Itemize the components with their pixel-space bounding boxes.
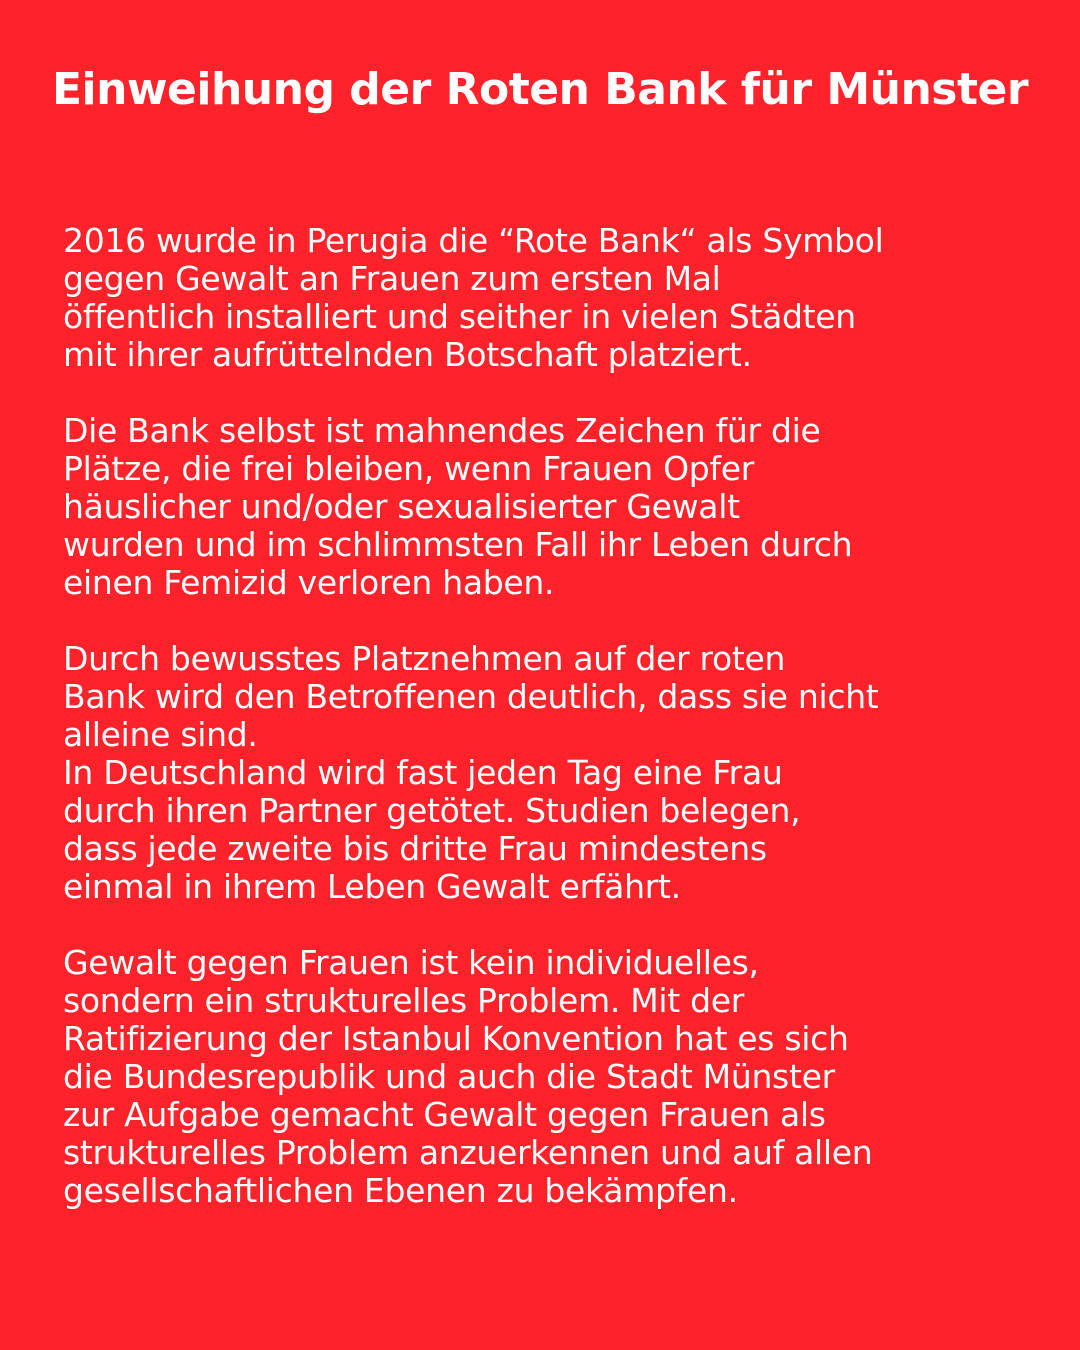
text-line: Gewalt gegen Frauen ist kein individuelles, <box>63 943 759 982</box>
text-line: einmal in ihrem Leben Gewalt erfährt. <box>63 867 681 906</box>
paragraph-istanbul-convention <box>63 944 1053 1210</box>
paragraph-solidarity <box>63 640 1053 754</box>
text-line: wurden und im schlimmsten Fall ihr Leben durch <box>63 525 853 564</box>
text-line: gesellschaftlichen Ebenen zu bekämpfen. <box>63 1171 738 1210</box>
text-line: die Bundesrepublik und auch die Stadt Münster <box>63 1057 835 1096</box>
text-line: mit ihrer aufrüttelnden Botschaft platziert. <box>63 335 752 374</box>
text-line: Bank wird den Betroffenen deutlich, dass sie nicht <box>63 677 879 716</box>
text-line: 2016 wurde in Perugia die “Rote Bank“ als Symbol <box>63 221 884 260</box>
text-line: Die Bank selbst ist mahnendes Zeichen für die <box>63 411 821 450</box>
text-line: einen Femizid verloren haben. <box>63 563 555 602</box>
text-line: strukturelles Problem anzuerkennen und auf allen <box>63 1133 873 1172</box>
text-line: Durch bewusstes Platznehmen auf der roten <box>63 639 786 678</box>
paragraph-meaning <box>63 412 1053 602</box>
text-line: dass jede zweite bis dritte Frau mindestens <box>63 829 767 868</box>
text-line: Ratifizierung der Istanbul Konvention hat es sich <box>63 1019 849 1058</box>
text-line: zur Aufgabe gemacht Gewalt gegen Frauen als <box>63 1095 826 1134</box>
text-line: In Deutschland wird fast jeden Tag eine Frau <box>63 753 783 792</box>
text-line: gegen Gewalt an Frauen zum ersten Mal <box>63 259 721 298</box>
text-line: durch ihren Partner getötet. Studien belegen, <box>63 791 801 830</box>
text-line: Plätze, die frei bleiben, wenn Frauen Opfer <box>63 449 755 488</box>
body-text <box>63 222 1053 1248</box>
paragraph-statistics <box>63 754 1053 906</box>
text-line: häuslicher und/oder sexualisierter Gewalt <box>63 487 740 526</box>
text-line: öffentlich installiert und seither in vielen Städten <box>63 297 856 336</box>
text-line: sondern ein strukturelles Problem. Mit der <box>63 981 745 1020</box>
text-line: alleine sind. <box>63 715 258 754</box>
paragraph-origin <box>63 222 1053 374</box>
page-title: Einweihung der Roten Bank für Münster <box>51 64 1029 115</box>
